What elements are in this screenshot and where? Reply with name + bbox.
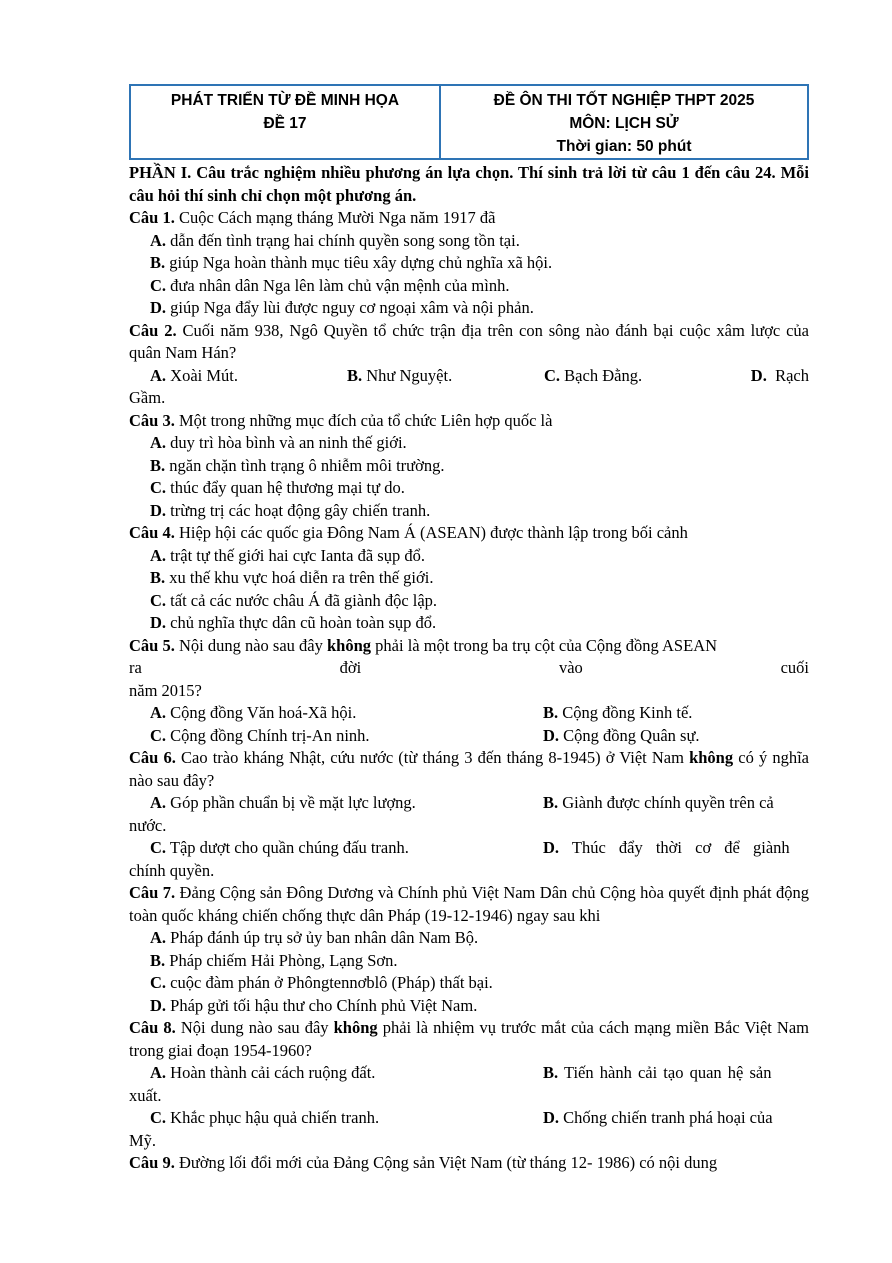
options-row: [129, 702, 809, 725]
question-2: [129, 320, 809, 365]
subject: MÔN: LỊCH SỬ: [569, 115, 679, 132]
option-c: C. thúc đẩy quan hệ thương mại tự do.: [150, 478, 405, 497]
question-label: Câu 7.: [129, 883, 176, 902]
option-d-continuation: Gầm.: [129, 388, 166, 407]
question-label: Câu 3.: [129, 410, 175, 430]
question-text: Cuộc Cách mạng tháng Mười Nga năm 1917 đã: [174, 208, 496, 227]
question-text-end: năm 2015?: [129, 680, 202, 700]
question-label: Câu 9.: [129, 1153, 175, 1172]
option-c: C. Khắc phục hậu quả chiến tranh.: [150, 1108, 380, 1127]
option-d: D. Cộng đồng Quân sự.: [543, 725, 700, 745]
option-d-continuation: chính quyền.: [129, 860, 215, 880]
question-label: Câu 1.: [129, 208, 175, 227]
option-b-continuation: nước.: [129, 815, 167, 835]
exam-title: ĐỀ ÔN THI TỐT NGHIỆP THPT 2025: [493, 92, 755, 109]
option-a: A. duy trì hòa bình và an ninh thế giới.: [150, 433, 407, 452]
options-row: [129, 725, 809, 748]
options-row: [129, 792, 809, 815]
header-left-cell: [130, 85, 440, 159]
option-d: D. Rạch: [750, 365, 809, 385]
option-b: B. Cộng đồng Kinh tế.: [543, 703, 693, 722]
option-d: D. trừng trị các hoạt động gây chiến tranh.: [150, 500, 431, 520]
question-5: Câu 5. Nội dung nào sau đây không phải là một trong ba trụ cột của Cộng đồng ASEAN: [129, 635, 718, 655]
emphasis-not: không: [327, 635, 372, 655]
question-9: [129, 1152, 809, 1175]
options-row: [129, 837, 809, 860]
option-b: B. Như Nguyệt.: [347, 365, 453, 385]
exam-number: ĐỀ 17: [263, 115, 307, 132]
exam-header: [129, 84, 809, 160]
option-b: B. Tiến hành cải tạo quan hệ sản: [543, 1063, 772, 1082]
exam-page: [129, 84, 809, 1175]
emphasis-not: không: [689, 748, 734, 767]
option-b: B. Giành được chính quyền trên cả: [543, 793, 774, 812]
options-row: [129, 1107, 809, 1130]
option-c: C. cuộc đàm phán ở Phôngtennơblô (Pháp) thất bại.: [150, 973, 493, 992]
options-row: [129, 365, 809, 388]
time-limit: Thời gian: 50 phút: [556, 138, 692, 155]
option-b: B. Pháp chiếm Hải Phòng, Lạng Sơn.: [150, 950, 398, 970]
question-text: Đường lối đổi mới của Đảng Cộng sản Việt Nam (từ tháng 12- 1986) có nội dung: [174, 1153, 718, 1172]
option-a: A. Hoàn thành cải cách ruộng đất.: [150, 1063, 376, 1082]
question-label: Câu 5.: [129, 635, 175, 655]
option-b: B. ngăn chặn tình trạng ô nhiễm môi trường.: [150, 455, 445, 475]
question-6: Câu 6. Cao trào kháng Nhật, cứu nước (từ tháng 3 đến tháng 8-1945) ở Việt Nam không có ý nghĩa nào sau đây?: [129, 748, 809, 790]
question-1: [129, 207, 809, 230]
question-8: Câu 8. Nội dung nào sau đây không phải là nhiệm vụ trước mắt của cách mạng miền Bắc Việt Nam trong giai đoạn 1954-1960?: [129, 1018, 810, 1060]
option-b: B. giúp Nga hoàn thành mục tiêu xây dựng chủ nghĩa xã hội.: [150, 253, 553, 272]
part-1-instructions: PHẦN I. Câu trắc nghiệm nhiều phương án lựa chọn. Thí sinh trả lời từ câu 1 đến câu 24. Mỗi câu hỏi thí sinh chỉ chọn một phương án.: [129, 163, 809, 205]
option-a: A. Góp phần chuẩn bị về mặt lực lượng.: [150, 793, 416, 812]
option-a: A. trật tự thế giới hai cực Ianta đã sụp đổ.: [150, 545, 425, 565]
option-b-continuation: xuất.: [129, 1085, 162, 1105]
question-text: Đảng Cộng sản Đông Dương và Chính phủ Việt Nam Dân chủ Cộng hòa quyết định phát động toàn quốc kháng chiến chống thực dân Pháp (19-12-1946) ngay sau khi: [129, 883, 810, 925]
option-c: C. Bạch Đằng.: [544, 365, 643, 385]
options-row: [129, 1062, 809, 1085]
question-text: Hiệp hội các quốc gia Đông Nam Á (ASEAN) được thành lập trong bối cảnh: [174, 523, 688, 542]
option-c: C. Cộng đồng Chính trị-An ninh.: [150, 725, 370, 745]
question-label: Câu 6.: [129, 748, 176, 767]
question-label: Câu 4.: [129, 523, 175, 542]
option-d: D. Thúc đẩy thời cơ để giành: [543, 838, 790, 857]
option-a: A. Cộng đồng Văn hoá-Xã hội.: [150, 703, 357, 722]
option-d: D. chủ nghĩa thực dân cũ hoàn toàn sụp đổ.: [150, 613, 437, 632]
option-d: D. giúp Nga đẩy lùi được nguy cơ ngoại xâm và nội phản.: [150, 298, 534, 317]
question-label: Câu 8.: [129, 1018, 176, 1037]
option-a: A. Pháp đánh úp trụ sở ủy ban nhân dân Nam Bộ.: [150, 928, 479, 947]
option-c: C. đưa nhân dân Nga lên làm chủ vận mệnh của mình.: [150, 275, 510, 295]
question-3: [129, 410, 809, 433]
option-d: D. Chống chiến tranh phá hoại của: [543, 1108, 773, 1127]
question-label: Câu 2.: [129, 320, 177, 340]
question-text-justified-line: ra đời vào cuối: [129, 658, 809, 677]
option-c: C. Tập dượt cho quần chúng đấu tranh.: [150, 838, 409, 857]
option-c: C. tất cả các nước châu Á đã giành độc lập.: [150, 590, 438, 610]
question-text: Một trong những mục đích của tổ chức Liên hợp quốc là: [174, 410, 553, 430]
emphasis-not: không: [333, 1018, 378, 1037]
option-d-continuation: Mỹ.: [129, 1130, 157, 1150]
question-7: [129, 882, 809, 927]
option-a: A. Xoài Mút.: [150, 365, 239, 385]
header-right-cell: [440, 85, 808, 159]
question-text: Cuối năm 938, Ngô Quyền tổ chức trận địa trên con sông nào đánh bại cuộc xâm lược của quân Nam Hán?: [129, 320, 810, 362]
exam-body: [129, 162, 809, 1175]
option-a: A. dẫn đến tình trạng hai chính quyền song song tồn tại.: [150, 230, 520, 250]
option-d: D. Pháp gửi tối hậu thư cho Chính phủ Việt Nam.: [150, 995, 478, 1015]
source-title: PHÁT TRIỂN TỪ ĐỀ MINH HỌA: [170, 92, 400, 109]
option-b: B. xu thế khu vực hoá diễn ra trên thế giới.: [150, 568, 434, 587]
question-4: [129, 522, 809, 545]
